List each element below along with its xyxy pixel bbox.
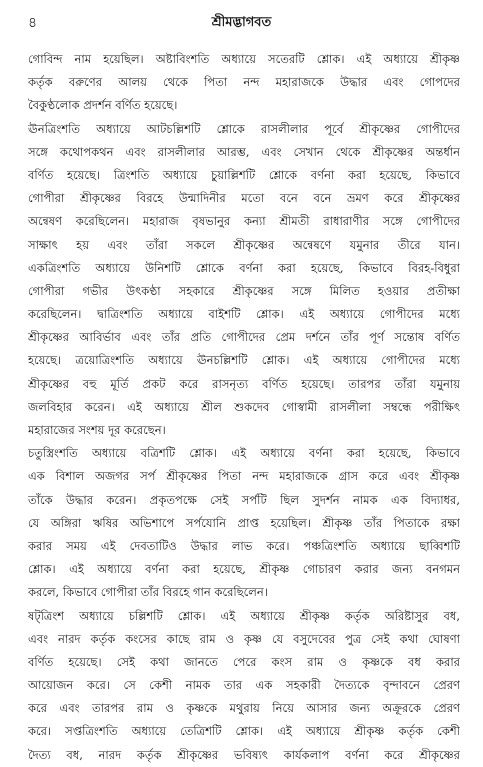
text-line: শ্রীকৃষ্ণের বহু মূর্তি প্রকট করে রাসনৃত্য বর্ণিত হয়েছে। তারপর তাঁরা যমুনায় bbox=[28, 376, 460, 391]
text-line: করে। সপ্তত্রিংশতি অধ্যায়ে তেত্রিশটি শ্লোক। এই অধ্যায়ে শ্রীকৃষ্ণ কর্তৃক কেশী bbox=[28, 724, 460, 739]
paragraph bbox=[28, 118, 460, 443]
text-line: কর্তৃক বরুণের আলয় থেকে পিতা নন্দ মহারাজকে উদ্ধার এবং গোপদের bbox=[28, 75, 460, 90]
body-text bbox=[28, 48, 460, 767]
text-line: করলে, কিভাবে গোপীরা তাঁর বিরহে গান করেছিলেন। bbox=[28, 585, 268, 600]
text-line: করেছিলেন। দ্বাত্রিংশতি অধ্যায়ে বাইশটি শ্লোক। এই অধ্যায়ে গোপীদের মধ্যে bbox=[28, 307, 460, 322]
text-line: শ্রীকৃষ্ণের আবির্ভাব এবং তাঁর প্রতি গোপীদের প্রেম দর্শনে তাঁর পূর্ণ সন্তোষ বর্ণিত bbox=[28, 330, 460, 345]
text-line: অন্বেষণ করেছিলেন। মহারাজ বৃষভানুর কন্যা শ্রীমতী রাধারাণীর সঙ্গে গোপীদের bbox=[28, 214, 460, 229]
text-line: জলবিহার করেন। এই অধ্যায়ে শ্রীল শুকদেব গোস্বামী রাসলীলা সম্বন্ধে পরীক্ষিৎ bbox=[28, 399, 460, 414]
text-line: হয়েছে। ত্রয়োত্রিংশতি অধ্যায়ে ঊনচল্লিশটি শ্লোক। এই অধ্যায়ে গোপীদের মধ্যে bbox=[28, 353, 460, 368]
text-line: দৈত্য বধ, নারদ কর্তৃক শ্রীকৃষ্ণের ভবিষ্যৎ কার্যকলাপ বর্ণনা করে শ্রীকৃষ্ণের bbox=[28, 747, 460, 762]
text-line: বৈকুণ্ঠলোক প্রদর্শন বর্ণিত হয়েছে। bbox=[28, 98, 178, 113]
text-line: সাক্ষাৎ হয় এবং তাঁরা সকলে শ্রীকৃষ্ণের অন্বেষণে যমুনার তীরে যান। bbox=[28, 237, 460, 252]
text-line: সঙ্গে কথোপকথন এবং রাসলীলার আরম্ভ, এবং সেখান থেকে শ্রীকৃষ্ণের অন্তর্ধান bbox=[28, 144, 460, 159]
text-line: বর্ণিত হয়েছে। সেই কথা জানতে পেরে কংস রাম ও কৃষ্ণকে বধ করার bbox=[28, 654, 460, 669]
text-line: চতুস্ত্রিংশতি অধ্যায়ে বত্রিশটি শ্লোক। এই অধ্যায়ে বর্ণনা করা হয়েছে, কিভাবে bbox=[28, 446, 460, 461]
text-line: এক বিশাল অজগর সর্প শ্রীকৃষ্ণের পিতা নন্দ মহারাজকে গ্রাস করে এবং শ্রীকৃষ্ণ bbox=[28, 469, 460, 484]
text-line: এবং নারদ কর্তৃক কংসের কাছে রাম ও কৃষ্ণ যে বসুদেবের পুত্র সেই কথা ঘোষণা bbox=[28, 631, 460, 646]
page-header bbox=[28, 14, 455, 32]
text-line: তাঁকে উদ্ধার করেন। প্রকৃতপক্ষে সেই সর্পটি ছিল সুদর্শন নামক এক বিদ্যাধর, bbox=[28, 492, 460, 507]
text-line: বর্ণিত হয়েছে। ত্রিংশতি অধ্যায়ে চুয়াল্লিশটি শ্লোকে বর্ণনা করা হয়েছে, কিভাবে bbox=[28, 167, 460, 182]
text-line: করে এবং তারপর রাম ও কৃষ্ণকে মথুরায় নিয়ে আসার জন্য অক্রূরকে প্রেরণ bbox=[28, 701, 460, 716]
text-line: গোপীরা শ্রীকৃষ্ণের বিরহে উন্মাদিনীর মতো বনে বনে ভ্রমণ করে শ্রীকৃষ্ণের bbox=[28, 191, 460, 206]
text-line: মহারাজের সংশয় দূর করেছেন। bbox=[28, 423, 166, 437]
paragraph bbox=[28, 442, 460, 604]
text-line: যে অঙ্গিরা ঋষির অভিশাপে সর্পযোনি প্রাপ্ত হয়েছিল। শ্রীকৃষ্ণ তাঁর পিতাকে রক্ষা bbox=[28, 515, 460, 530]
page-number: ৪ bbox=[28, 15, 38, 31]
text-line: গোপীরা গভীর উৎকণ্ঠা সহকারে শ্রীকৃষ্ণের সঙ্গে মিলিত হওয়ার প্রতীক্ষা bbox=[28, 283, 460, 298]
text-line: গোবিন্দ নাম হয়েছিল। অষ্টাবিংশতি অধ্যায়ে সতেরটি শ্লোক। এই অধ্যায়ে শ্রীকৃষ্ণ bbox=[28, 52, 460, 66]
text-line: আয়োজন করে। সে কেশী নামক তার এক সহকারী দৈত্যকে বৃন্দাবনে প্রেরণ bbox=[28, 678, 460, 693]
text-line: শ্লোক। এই অধ্যায়ে বর্ণনা করা হয়েছে, শ্রীকৃষ্ণ গোচারণ করার জন্য বনগমন bbox=[28, 562, 460, 577]
text-line: ষট্‌ত্রিংশ অধ্যায়ে চল্লিশটি শ্লোক। এই অধ্যায়ে শ্রীকৃষ্ণ কর্তৃক অরিষ্টাসুর বধ, bbox=[28, 608, 460, 623]
text-line: ঊনত্রিংশতি অধ্যায়ে আটচল্লিশটি শ্লোকে রাসলীলার পূর্বে শ্রীকৃষ্ণের গোপীদের bbox=[28, 121, 460, 136]
running-title: শ্রীমদ্ভাগবত bbox=[211, 15, 272, 30]
paragraph bbox=[28, 48, 460, 118]
paragraph bbox=[28, 605, 460, 767]
text-line: একত্রিংশতি অধ্যায়ে উনিশটি শ্লোকে বর্ণনা করা হয়েছে, কিভাবে বিরহ-বিধুরা bbox=[28, 260, 460, 275]
text-line: করার সময় এই দেবতাটিও উদ্ধার লাভ করে। পঞ্চত্রিংশতি অধ্যায়ে ছাব্বিশটি bbox=[28, 538, 460, 553]
